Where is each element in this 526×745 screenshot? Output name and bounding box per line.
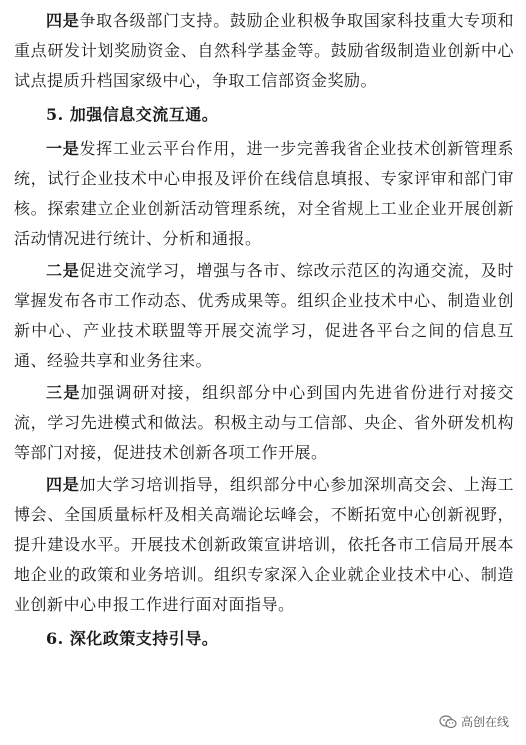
paragraph-text: 加强调研对接，组织部分中心到国内先进省份进行对接交流，学习先进模式和做法。积极主动与工信部、央企、省外研发机构等部门对接，促进技术创新各项工作开展。 <box>14 383 514 462</box>
paragraph-text: 加大学习培训指导，组织部分中心参加深圳高交会、上海工博会、全国质量标杆及相关高端论坛峰会，不断拓宽中心创新视野，提升建设水平。开展技术创新政策宣讲培训，依托各市工信局开展本地企业的政策和业务培训。组织专家深入企业就企业技术中心、制造业创新中心申报工作进行面对面指导。 <box>14 475 514 614</box>
paragraph-text: 争取各级部门支持。鼓励企业积极争取国家科技重大专项和重点研发计划奖励资金、自然科学基金等。鼓励省级制造业创新中心试点提质升档国家级中心，争取工信部资金奖励。 <box>14 11 514 90</box>
paragraph-text: 促进交流学习，增强与各市、综改示范区的沟通交流，及时掌握发布各市工作动态、优秀成果等。组织企业技术中心、制造业创新中心、产业技术联盟等开展交流学习，促进各平台之间的信息互通、经验共享和业务往来。 <box>14 261 514 370</box>
paragraph-text: 发挥工业云平台作用，进一步完善我省企业技术创新管理系统，试行企业技术中心申报及评价在线信息填报、专家评审和部门审核。探索建立企业创新活动管理系统，对全省规上工业企业开展创新活动情况进行统计、分析和通报。 <box>14 139 514 248</box>
paragraph-training <box>14 470 514 620</box>
watermark-text: 高创在线 <box>460 715 509 729</box>
section-heading-6: 6. 深化政策支持引导。 <box>46 629 219 648</box>
wechat-icon <box>439 715 457 729</box>
paragraph-lead: 四是 <box>46 475 80 494</box>
paragraph-cloud-platform <box>14 134 514 254</box>
section-heading-5: 5. 加强信息交流互通。 <box>46 105 219 124</box>
watermark <box>436 712 512 731</box>
paragraph-research <box>14 378 514 468</box>
document-body <box>14 6 514 658</box>
paragraph-support <box>14 6 514 96</box>
paragraph-lead: 二是 <box>46 261 80 280</box>
paragraph-lead: 三是 <box>46 383 81 402</box>
paragraph-lead: 一是 <box>46 139 80 158</box>
paragraph-exchange <box>14 256 514 376</box>
paragraph-lead: 四是 <box>46 11 80 30</box>
